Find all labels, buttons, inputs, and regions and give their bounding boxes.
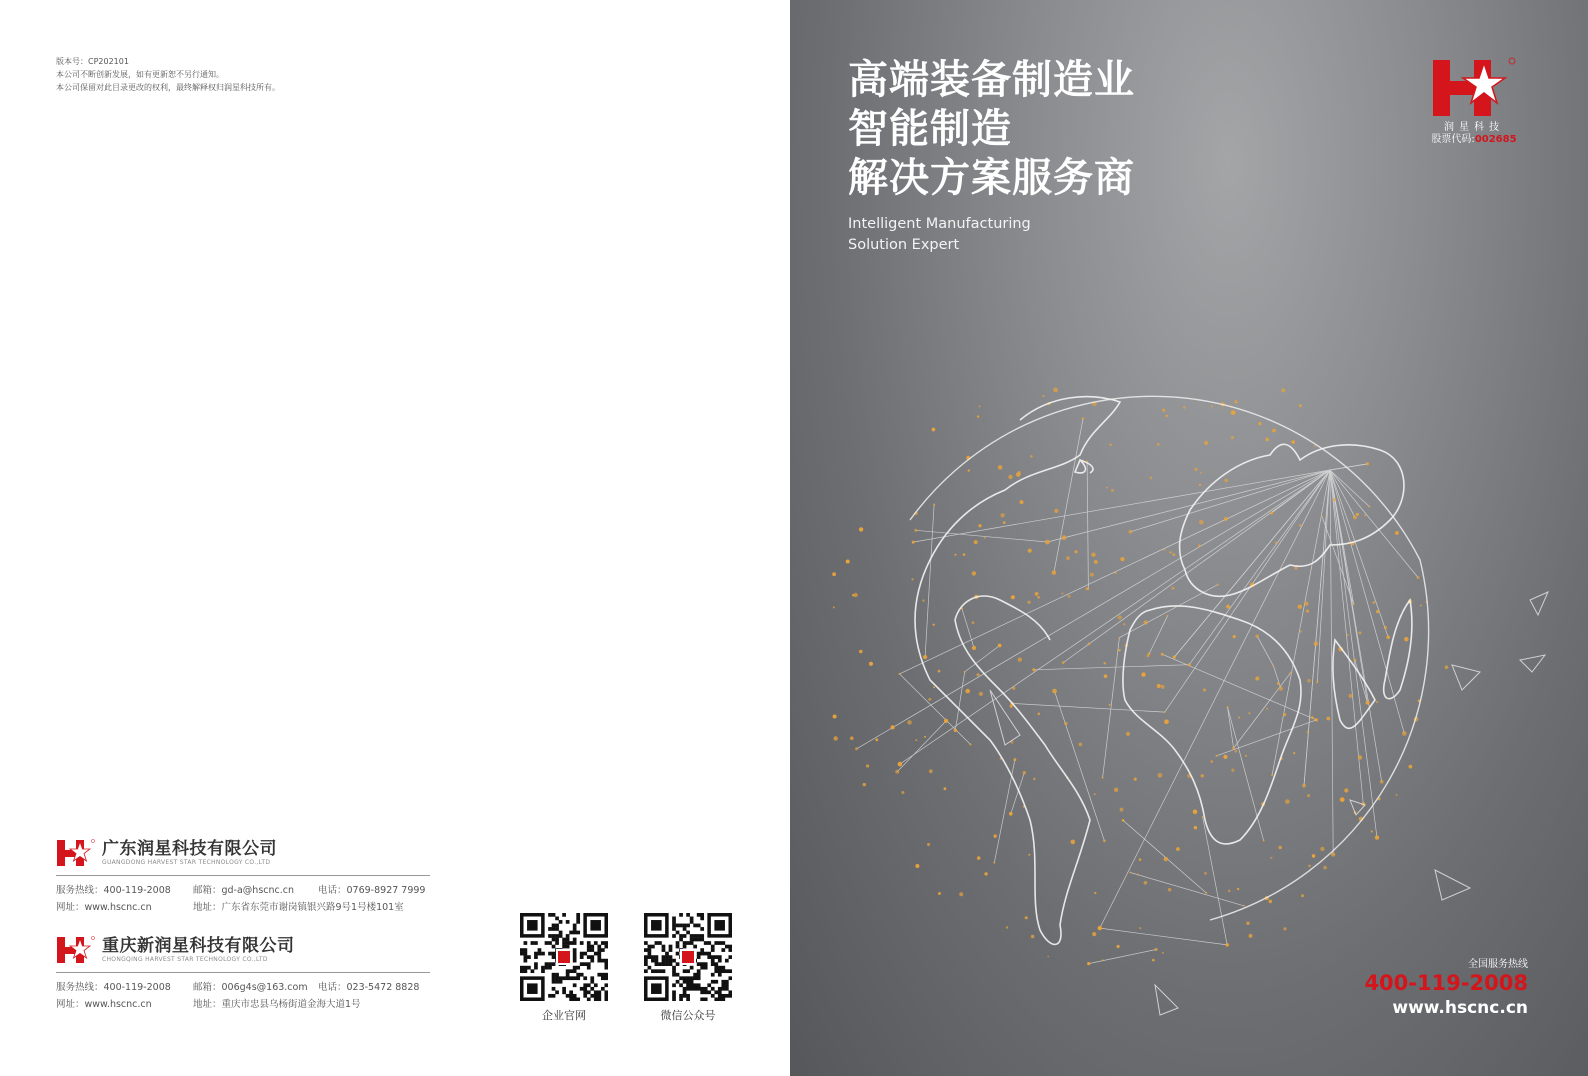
- back-cover: [0, 0, 790, 1076]
- divider: [56, 972, 430, 973]
- address: 地址：广东省东莞市谢岗镇银兴路9号1号楼101室: [193, 902, 404, 913]
- service-hotline: 服务热线：400-119-2008: [56, 885, 171, 896]
- company-name-cn: 重庆新润星科技有限公司: [102, 936, 295, 956]
- headline-line-2: 智能制造: [848, 106, 1012, 152]
- version-number: 版本号：CP202101: [56, 57, 129, 66]
- email: 邮箱：gd-a@hscnc.cn: [193, 885, 295, 896]
- qr-code-icon: [520, 913, 608, 1001]
- qr-label: 企业官网: [542, 1009, 586, 1022]
- company-name-en: GUANGDONG HARVEST STAR TECHNOLOGY CO.,LTD: [102, 859, 271, 866]
- notice-line-2: 本公司保留对此目录更改的权利，最终解释权归润星科技所有。: [56, 83, 280, 92]
- hotline-label: 全国服务热线: [1468, 959, 1528, 970]
- hotline-number: 400-119-2008: [1364, 971, 1528, 995]
- qr-wechat[interactable]: [644, 913, 732, 1023]
- hotline-block: [1364, 955, 1528, 1019]
- divider: [56, 875, 430, 876]
- qr-website[interactable]: [520, 913, 608, 1023]
- phone: 电话：0769-8927 7999: [318, 885, 426, 896]
- qr-code-icon: [644, 913, 732, 1001]
- qr-label: 微信公众号: [660, 1009, 716, 1022]
- headline-en-line-2: Solution Expert: [848, 237, 960, 253]
- website-url[interactable]: www.hscnc.cn: [1392, 998, 1528, 1018]
- service-hotline: 服务热线：400-119-2008: [56, 982, 171, 993]
- brand-name: 润星科技: [1444, 122, 1504, 133]
- brand-block: [1426, 55, 1522, 146]
- phone: 电话：023-5472 8828: [318, 982, 420, 993]
- website: 网址：www.hscnc.cn: [56, 902, 152, 913]
- company-name-cn: 广东润星科技有限公司: [102, 839, 277, 859]
- headline-en: [848, 214, 1031, 256]
- company-guangdong: [56, 838, 430, 916]
- stock-code-line: [1426, 134, 1522, 146]
- company-name-en: CHONGQING HARVEST STAR TECHNOLOGY CO.,LTD: [102, 956, 268, 963]
- address: 地址：重庆市忠县乌杨街道金海大道1号: [193, 999, 361, 1010]
- email: 邮箱：006g4s@163.com: [193, 982, 308, 993]
- company-chongqing: [56, 935, 430, 1013]
- website: 网址：www.hscnc.cn: [56, 999, 152, 1010]
- headline-en-line-1: Intelligent Manufacturing: [848, 216, 1031, 232]
- hs-logo-icon: [56, 935, 96, 965]
- headline-line-1: 高端装备制造业: [848, 57, 1135, 103]
- hs-logo-icon: [56, 838, 96, 868]
- version-info: [56, 55, 280, 94]
- headline-line-3: 解决方案服务商: [848, 155, 1135, 201]
- stock-label: 股票代码:: [1431, 134, 1475, 145]
- stock-code: 002685: [1474, 134, 1517, 145]
- headline: [848, 56, 1135, 203]
- front-cover: [790, 0, 1588, 1076]
- notice-line-1: 本公司不断创新发展，如有更新恕不另行通知。: [56, 70, 224, 79]
- hs-logo-icon: [1429, 55, 1519, 121]
